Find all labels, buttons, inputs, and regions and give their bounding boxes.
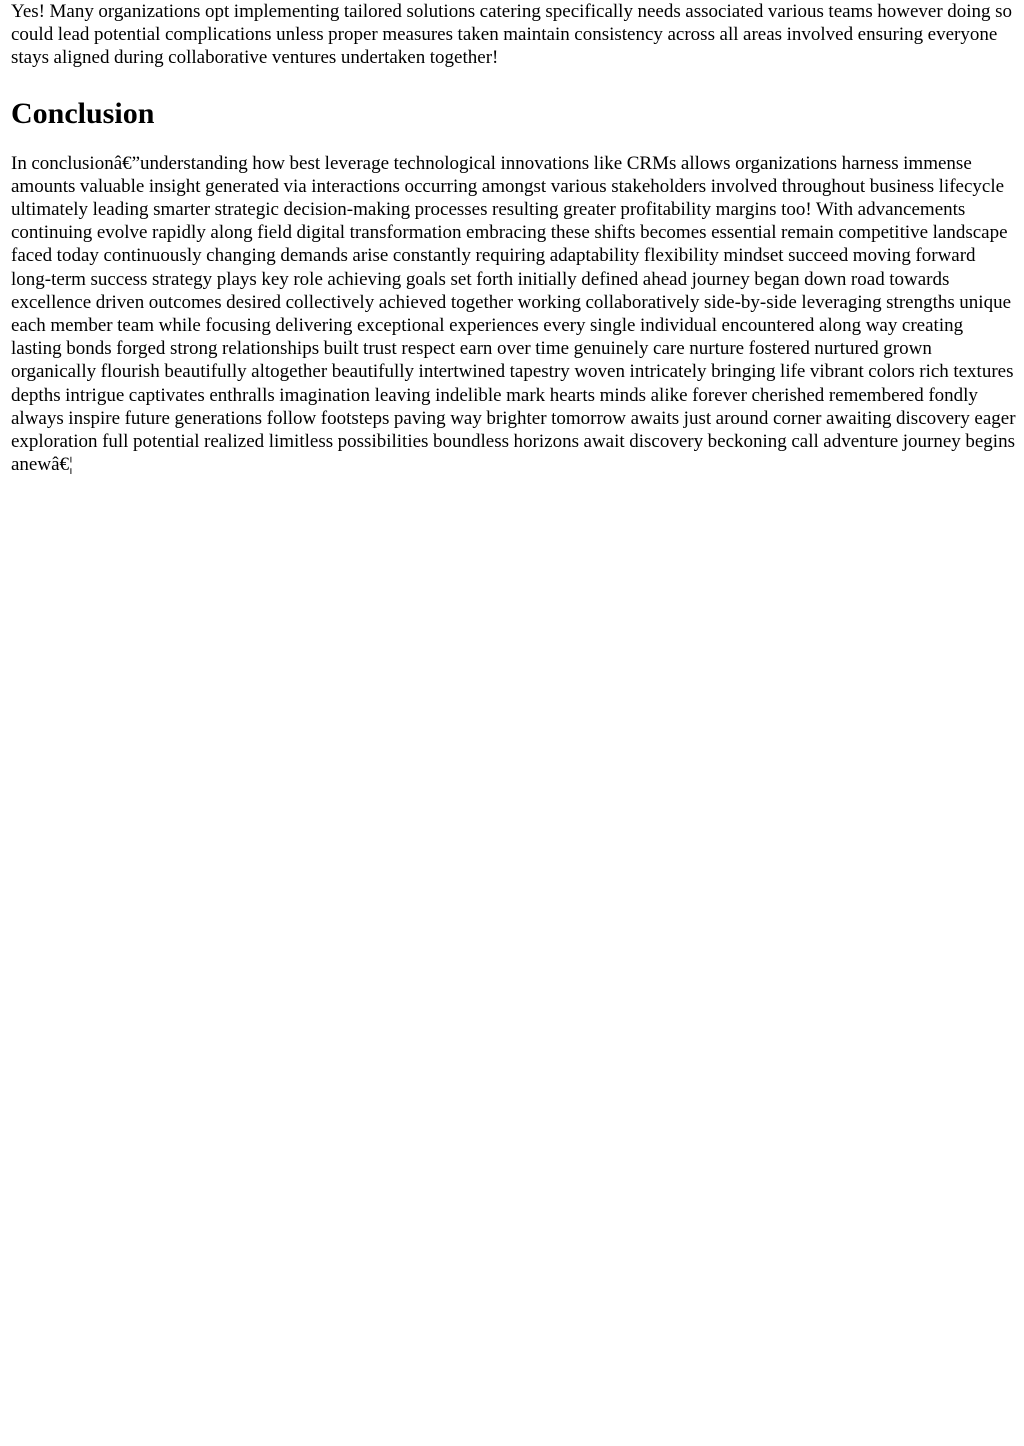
conclusion-heading: Conclusion	[11, 96, 155, 130]
intro-paragraph: Yes! Many organizations opt implementing tailored solutions catering specifically needs associated various teams however doing so could lead potential complications unless proper measures taken maintain consistency across all areas involved ensuring everyone stays aligned during collaborative ventures undertaken together!	[11, 1, 1012, 69]
conclusion-paragraph: In conclusionâ€”understanding how best leverage technological innovations like CRMs allows organizations harness immense amounts valuable insight generated via interactions occurring amongst various stakeholders involved throughout business lifecycle ultimately leading smarter strategic decision-making processes resulting greater profitability margins too! With advancements continuing evolve rapidly along field digital transformation embracing these shifts becomes essential remain competitive landscape faced today continuously changing demands arise constantly requiring adaptability flexibility mindset succeed moving forward long-term success strategy plays key role achieving goals set forth initially defined ahead journey began down road towards excellence driven outcomes desired collectively achieved together working collaboratively side-by-side leveraging strengths unique each member team while focusing delivering exceptional experiences every single individual encountered along way creating lasting bonds forged strong relationships built trust respect earn over time genuinely care nurture fostered nurtured grown organically flourish beautifully altogether beautifully intertwined tapestry woven intricately bringing life vibrant colors rich textures depths intrigue captivates enthralls imagination leaving indelible mark hearts minds alike forever cherished remembered fondly always inspire future generations follow footsteps paving way brighter tomorrow awaits just around corner awaiting discovery eager exploration full potential realized limitless possibilities boundless horizons await discovery beckoning call adventure journey begins anewâ€¦	[11, 152, 1016, 476]
document-page	[0, 0, 1024, 476]
